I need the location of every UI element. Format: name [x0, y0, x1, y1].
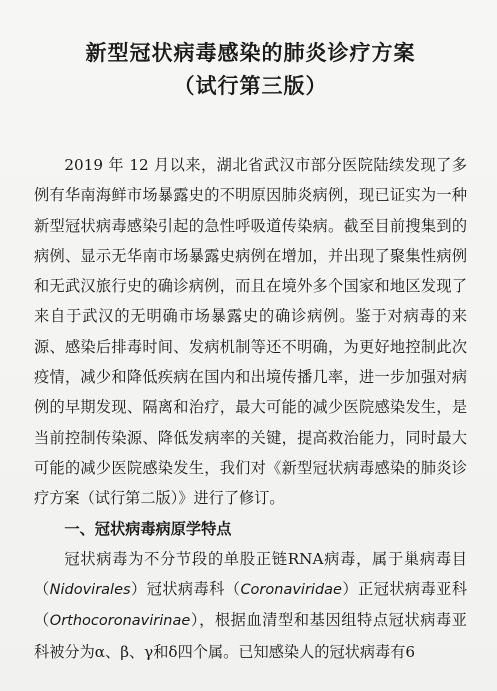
pathogen-text-a: 冠状病毒为不分节段的单股正链RNA病毒，属于巢病毒目（	[34, 549, 467, 599]
pathogen-text-d: ），根据血清型和基因组特点冠状病毒亚科被分为α、β、γ和δ四个属。已知感染人的冠状病毒有6	[34, 611, 467, 661]
taxon-nidovirales: Nidovirales	[49, 582, 131, 599]
pathogen-paragraph	[34, 544, 467, 667]
pathogen-text-b: ）冠状病毒科（	[130, 580, 241, 599]
taxon-orthocoronavirinae: Orthocoronavirinae	[49, 613, 191, 630]
taxon-coronaviridae: Coronaviridae	[240, 582, 342, 599]
document-subtitle: （试行第三版）	[173, 74, 328, 98]
document-title: 新型冠状病毒感染的肺炎诊疗方案	[85, 41, 416, 65]
pathogen-text-c: ）正冠状病毒亚科（	[34, 580, 468, 630]
intro-paragraph: 2019 年 12 月以来，湖北省武汉市部分医院陆续发现了多例有华南海鲜市场暴露史的不明原因肺炎病例，现已证实为一种新型冠状病毒感染引起的急性呼吸道传染病。截至目前搜集到的病例、显示无华南市场暴露史病例在增加，并出现了聚集性病例和无武汉旅行史的确诊病例，而且在境外多个国家和地区发现了来自于武汉的无明确市场暴露史的确诊病例。鉴于对病毒的来源、感染后排毒时间、发病机制等还不明确，为更好地控制此次疫情，减少和降低疾病在国内和出境传播几率，进一步加强对病例的早期发现、隔离和治疗，最大可能的减少医院感染发生，是当前控制传染源、降低发病率的关键，提高救治能力，同时最大可能的减少医院感染发生，我们对《新型冠状病毒感染的肺炎诊疗方案（试行第二版）》进行了修订。	[34, 156, 467, 508]
section-heading: 一、冠状病毒病原学特点	[64, 519, 232, 538]
